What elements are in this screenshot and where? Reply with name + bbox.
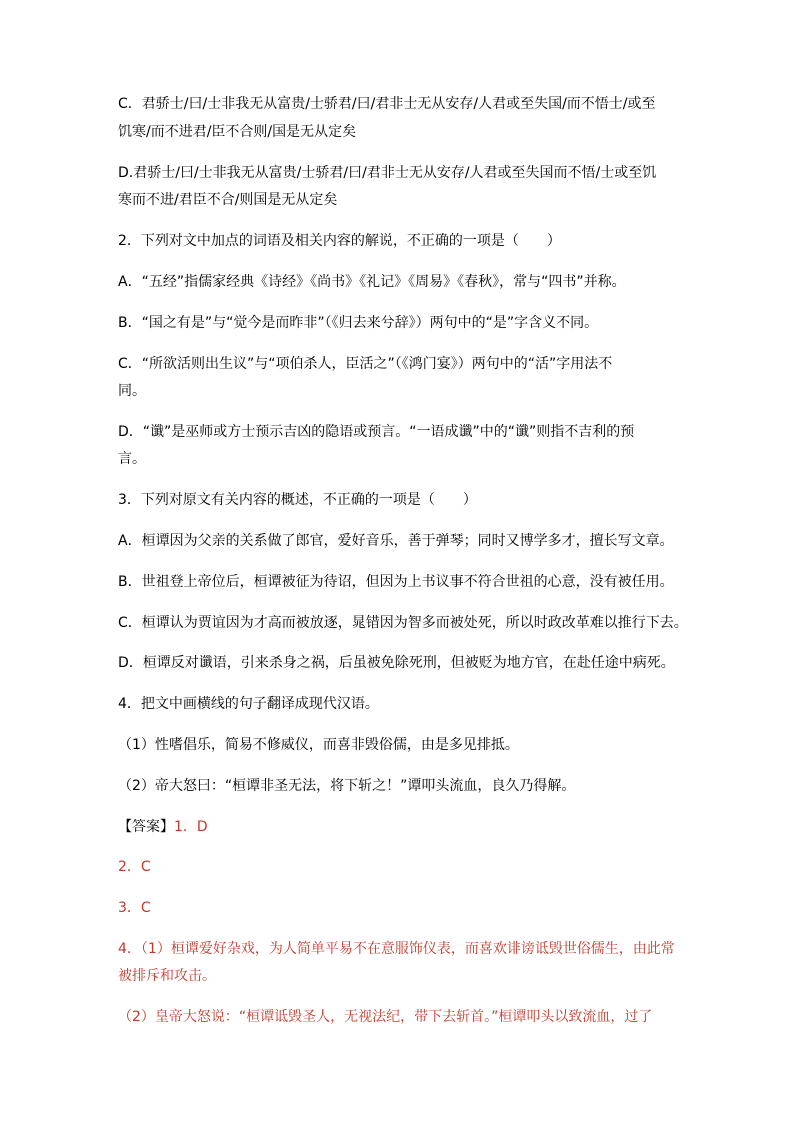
q2-option-d-line-2: 言。	[118, 451, 146, 467]
q4-sentence-2: （2）帝大怒曰：“桓谭非圣无法，将下斩之！”谭叩头流血，良久乃得解。	[118, 778, 576, 794]
option-d-line-2: 寒而不进/君臣不合/则国是无从定矣	[118, 192, 338, 208]
option-c-line-2: 饥寒/而不进君/臣不合则/国是无从定矣	[118, 124, 357, 140]
answer-line-1	[118, 819, 680, 835]
q2-option-d-line-1: D．“谶”是巫师或方士预示吉凶的隐语或预言。“一语成谶”中的“谶”则指不吉利的预	[118, 424, 635, 440]
option-c-line-1: C．君骄士/曰/士非我无从富贵/士骄君/曰/君非士无从安存/人君或至失国/而不悟士/或至	[118, 96, 656, 112]
q3-option-a: A．桓谭因为父亲的关系做了郎官，爱好音乐，善于弹琴；同时又博学多才，擅长写文章。	[118, 533, 674, 549]
question-3: 3．下列对原文有关内容的概述，不正确的一项是（ ）	[118, 492, 477, 508]
question-4: 4．把文中画横线的句子翻译成现代汉语。	[118, 696, 379, 712]
q3-option-b: B．世祖登上帝位后，桓谭被征为待诏，但因为上书议事不符合世祖的心意，没有被任用。	[118, 574, 674, 590]
q2-option-b: B．“国之有是”与“觉今是而昨非”（《归去来兮辞》）两句中的“是”字含义不同。	[118, 315, 599, 331]
q3-option-c: C．桓谭认为贾谊因为才高而被放逐，晁错因为智多而被处死，所以时政改革难以推行下去。	[118, 615, 688, 631]
answer-3: 3．C	[118, 900, 151, 916]
answer-4-line-2: 被排斥和攻击。	[118, 968, 216, 984]
q2-option-c-line-2: 同。	[118, 383, 146, 399]
answer-4-line-3: （2）皇帝大怒说：“桓谭诋毁圣人，无视法纪，带下去斩首。”桓谭叩头以致流血，过了	[118, 1009, 653, 1025]
answer-1: 1．D	[174, 819, 208, 835]
q4-sentence-1: （1）性嗜倡乐，简易不修威仪，而喜非毁俗儒，由是多见排抵。	[118, 737, 519, 753]
q3-option-d: D．桓谭反对谶语，引来杀身之祸，后虽被免除死刑，但被贬为地方官，在赴任途中病死。	[118, 655, 675, 671]
q2-option-c-line-1: C．“所欲活则出生议”与“项伯杀人，臣活之”（《鸿门宴》）两句中的“活”字用法不	[118, 356, 613, 372]
question-2: 2．下列对文中加点的词语及相关内容的解说，不正确的一项是（ ）	[118, 233, 561, 249]
answer-2: 2．C	[118, 859, 151, 875]
option-d-line-1: D.君骄士/曰/士非我无从富贵/士骄君/曰/君非士无从安存/人君或至失国而不悟/士或至饥	[118, 165, 657, 181]
answer-tag: 【答案】	[118, 819, 174, 835]
answer-4-line-1: 4．（1）桓谭爱好杂戏，为人简单平易不在意服饰仪表，而喜欢诽谤诋毁世俗儒生，由此常	[118, 941, 675, 957]
q2-option-a: A．“五经”指儒家经典《诗经》《尚书》《礼记》《周易》《春秋》，常与“四书”并称。	[118, 274, 626, 290]
